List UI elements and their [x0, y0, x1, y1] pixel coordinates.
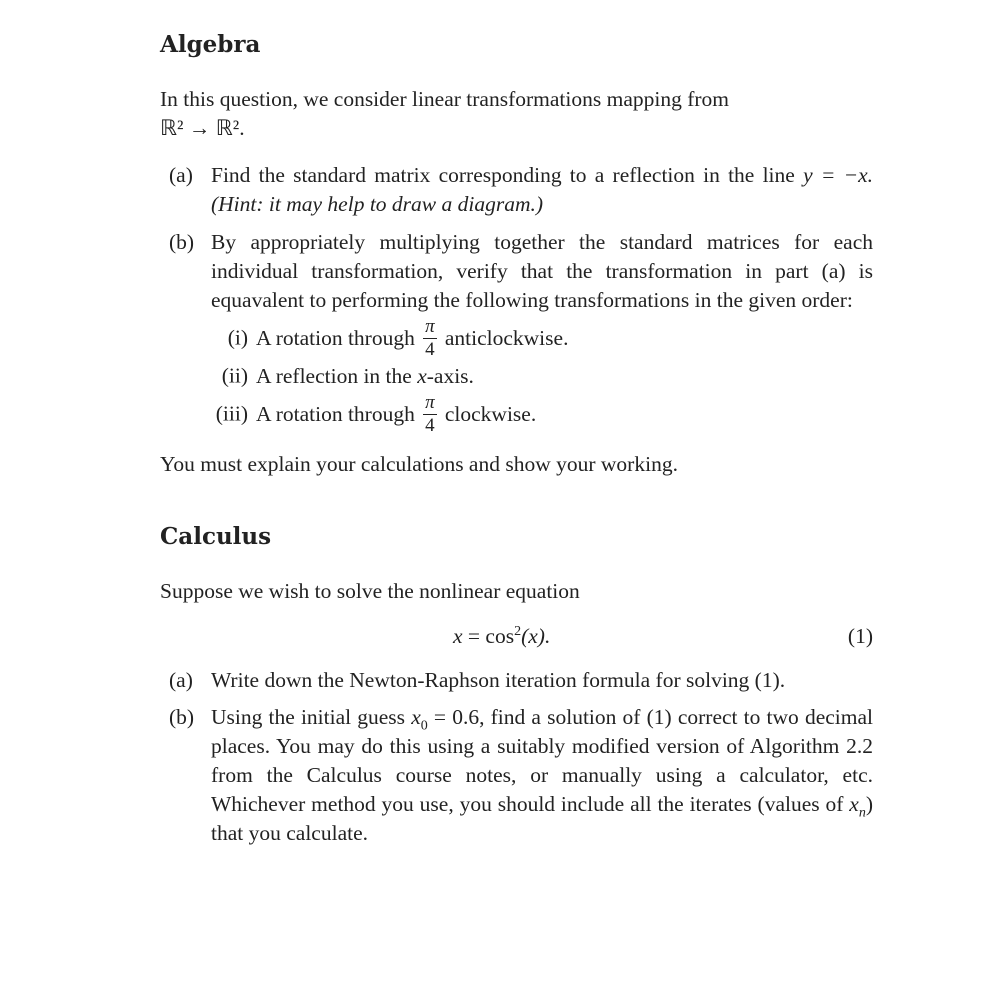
iterate-subscript: n: [858, 805, 866, 821]
algebra-step-ii-before: A reflection in the: [256, 363, 412, 388]
algebra-step-i-before: A rotation through: [256, 325, 415, 350]
guess-subscript: 0: [420, 718, 428, 734]
algebra-step-i: [160, 315, 873, 360]
fraction-numerator: π: [425, 315, 435, 337]
algebra-part-b-label: (b): [169, 230, 195, 254]
algebra-part-a-text: Find the standard matrix corresponding to a reflection in the line: [211, 163, 795, 187]
algebra-step-iii-label: (iii): [215, 401, 248, 426]
calculus-part-b: [160, 703, 873, 848]
algebra-step-iii-before: A rotation through: [256, 401, 415, 426]
equation-number: (1): [847, 624, 873, 648]
algebra-part-a-math: y = −x.: [803, 163, 874, 187]
guess-value: = 0.6,: [427, 705, 485, 729]
fraction-numerator: π: [425, 391, 435, 413]
algebra-step-ii-after: -axis.: [426, 363, 474, 388]
pi-over-4-fraction: [423, 315, 437, 360]
algebra-step-ii-label: (ii): [221, 363, 248, 388]
document-page: [160, 30, 873, 848]
calculus-part-a: [160, 666, 873, 695]
fraction-denominator: 4: [425, 414, 435, 436]
equation-equals-cos: = cos: [462, 624, 515, 648]
algebra-part-a-hint: (Hint: it may help to draw a diagram.): [211, 192, 544, 216]
algebra-intro-text: In this question, we consider linear transformations mapping from: [160, 87, 730, 111]
algebra-step-i-label: (i): [227, 325, 248, 350]
calculus-part-b-label: (b): [169, 705, 195, 729]
equation-body: [453, 616, 550, 656]
calculus-part-a-label: (a): [169, 668, 193, 692]
algebra-closing: You must explain your calculations and show your working.: [160, 452, 678, 476]
algebra-step-ii-var: x: [417, 363, 427, 388]
equation-power: 2: [514, 623, 522, 639]
equation-lhs: x: [453, 624, 463, 648]
algebra-part-b-text: By appropriately multiplying together the standard matrices for each individual transformation, verify that the transformation in part (a) is equavalent to performing the following transformations in the given order:: [211, 230, 873, 312]
algebra-part-b: [160, 228, 873, 315]
guess-variable: x: [411, 705, 421, 729]
calculus-part-b-text-3: ) that you calculate.: [211, 792, 873, 845]
calculus-part-b-text-1: Using the initial guess: [211, 705, 406, 729]
calculus-heading: Calculus: [160, 523, 272, 550]
algebra-intro: [160, 85, 873, 143]
fraction-denominator: 4: [425, 338, 435, 360]
equation-1: [160, 616, 873, 656]
algebra-heading: Algebra: [160, 31, 261, 58]
algebra-part-a-label: (a): [169, 163, 193, 187]
algebra-part-a: [160, 161, 873, 219]
calculus-intro: Suppose we wish to solve the nonlinear equation: [160, 579, 580, 603]
calculus-part-b-text-2: find a solution of (1) correct to two decimal places. You may do this using a suitably modified version of Algorithm 2.2 from the Calculus course notes, or manually using a calculator, etc. Whichever method you use, you should include all the iterates (values of: [211, 705, 873, 816]
algebra-step-ii: [160, 358, 873, 394]
equation-arg: (x).: [521, 624, 551, 648]
algebra-step-iii-after: clockwise.: [444, 401, 537, 426]
calculus-part-a-text: Write down the Newton-Raphson iteration formula for solving (1).: [211, 668, 786, 692]
algebra-step-i-after: anticlockwise.: [444, 325, 569, 350]
pi-over-4-fraction: [423, 391, 437, 436]
algebra-intro-math: ℝ² → ℝ².: [160, 116, 245, 140]
iterate-variable: x: [849, 792, 859, 816]
algebra-step-iii: [160, 391, 873, 436]
